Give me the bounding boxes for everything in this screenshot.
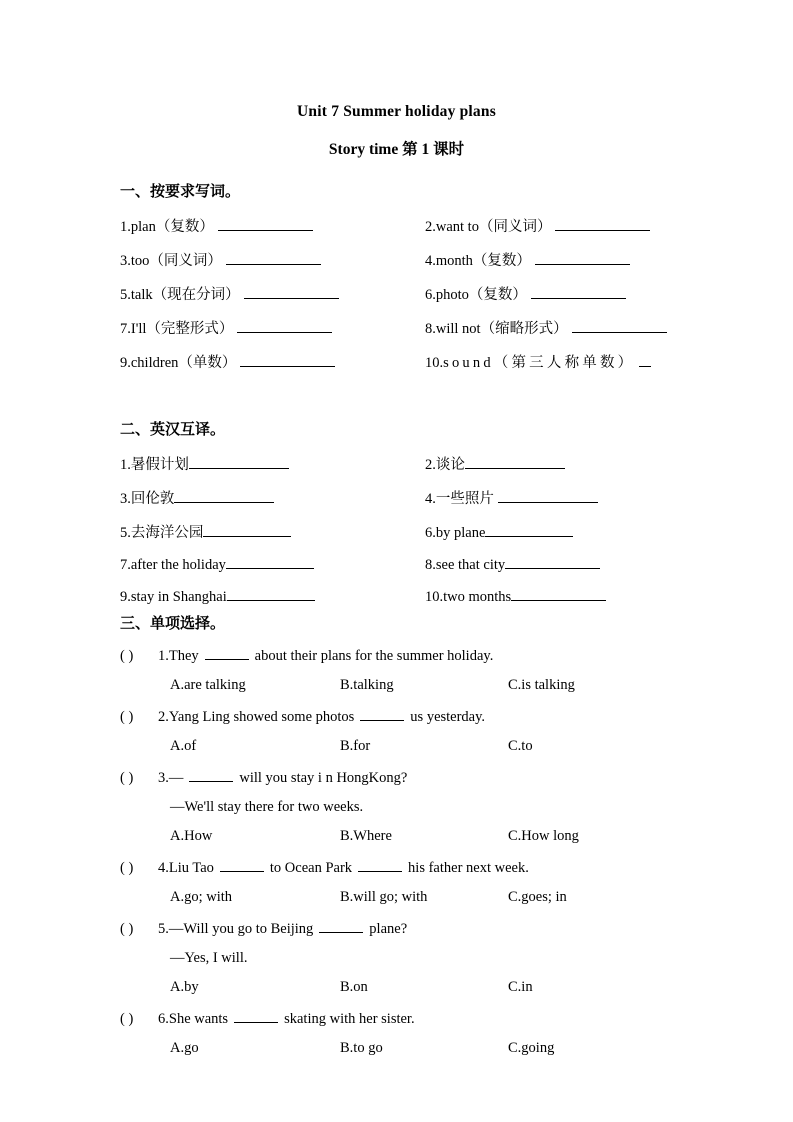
answer-blank[interactable] [485, 523, 573, 537]
item-text: plan（复数） [130, 219, 214, 235]
item-text: two months [443, 589, 512, 605]
fill-item [425, 317, 730, 338]
item-text: 回伦敦 [130, 491, 175, 507]
item-text: month（复数） [435, 253, 531, 269]
mc-options [120, 979, 769, 996]
fill-row [120, 453, 769, 474]
answer-blank[interactable] [234, 1009, 278, 1023]
item-text: 谈论 [435, 457, 465, 473]
answer-blank[interactable] [639, 353, 651, 367]
item-number: 6. [425, 525, 436, 541]
item-number: 1. [120, 219, 131, 235]
stem-after: plane? [369, 921, 408, 937]
answer-blank[interactable] [244, 285, 339, 299]
answer-blank[interactable] [226, 555, 314, 569]
dialogue-reply: —We'll stay there for two weeks. [170, 799, 364, 815]
fill-item [425, 249, 730, 270]
item-number: 8. [425, 321, 436, 337]
item-text: 一些照片 [435, 491, 494, 507]
answer-blank[interactable] [555, 217, 650, 231]
item-number: 7. [120, 321, 131, 337]
question-number: 3. [158, 770, 169, 786]
option-c[interactable]: C.in [508, 979, 533, 995]
item-text: too（同义词） [130, 253, 222, 269]
question-number: 2. [158, 709, 169, 725]
answer-blank[interactable] [360, 707, 404, 721]
page-title: Unit 7 Summer holiday plans [297, 103, 496, 120]
item-text: children（单数） [130, 355, 237, 371]
item-text: see that city [435, 557, 506, 573]
question-number: 5. [158, 921, 169, 937]
fill-item [120, 215, 425, 236]
option-c[interactable]: C.going [508, 1040, 555, 1056]
item-text: 暑假计划 [130, 457, 189, 473]
fill-row [120, 351, 769, 372]
item-text: stay in Shanghai [130, 589, 227, 605]
answer-bracket[interactable]: ( ) [120, 860, 134, 876]
option-a[interactable]: A.go; with [170, 889, 233, 905]
fill-row [120, 215, 769, 236]
answer-blank[interactable] [189, 455, 289, 469]
fill-item [425, 523, 730, 542]
fill-row [120, 555, 769, 574]
answer-bracket[interactable]: ( ) [120, 709, 134, 725]
fill-item [425, 215, 730, 236]
answer-blank[interactable] [237, 319, 332, 333]
stem-after: will you stay i n HongKong? [239, 770, 408, 786]
answer-blank[interactable] [319, 919, 363, 933]
answer-blank[interactable] [218, 217, 313, 231]
item-text: after the holiday [130, 557, 226, 573]
fill-item [120, 317, 425, 338]
page-subtitle: Story time 第 1 课时 [328, 141, 465, 158]
stem-after: to Ocean Park [269, 860, 353, 876]
mc-options [120, 828, 769, 845]
item-text: by plane [435, 525, 486, 541]
stem-before: — [168, 770, 184, 786]
option-a[interactable]: A.of [170, 738, 197, 754]
stem-before: —Will you go to Beijing [168, 921, 314, 937]
item-text: 去海洋公园 [130, 525, 204, 541]
section-2-heading: 二、英汉互译。 [120, 422, 226, 438]
answer-blank[interactable] [189, 768, 233, 782]
option-b[interactable]: B.to go [340, 1040, 383, 1056]
fill-item [120, 521, 425, 542]
answer-blank[interactable] [531, 285, 626, 299]
answer-bracket[interactable]: ( ) [120, 648, 134, 664]
fill-item [120, 249, 425, 270]
answer-blank[interactable] [505, 555, 600, 569]
answer-blank[interactable] [203, 523, 291, 537]
mc-options [120, 677, 769, 694]
section-3-heading: 三、单项选择。 [120, 616, 226, 632]
fill-item [425, 453, 730, 474]
fill-row [120, 487, 769, 508]
fill-item [120, 587, 425, 606]
mc-options [120, 1040, 769, 1057]
stem-before: They [168, 648, 199, 664]
fill-row [120, 587, 769, 606]
option-c[interactable]: C.How long [508, 828, 579, 844]
mc-question [120, 768, 769, 787]
mc-question [120, 1009, 769, 1028]
item-text: talk（现在分词） [130, 287, 240, 303]
option-a[interactable]: A.How [170, 828, 213, 844]
item-number: 10. [425, 589, 444, 605]
item-number: 7. [120, 557, 131, 573]
fill-item [425, 587, 730, 606]
item-text: I'll（完整形式） [130, 321, 234, 337]
answer-blank[interactable] [535, 251, 630, 265]
item-number: 8. [425, 557, 436, 573]
item-number: 9. [120, 589, 131, 605]
answer-blank[interactable] [358, 858, 402, 872]
option-a[interactable]: A.by [170, 979, 199, 995]
answer-blank[interactable] [220, 858, 264, 872]
section-2-items [0, 453, 793, 606]
item-text: sound（第三人称单数） [443, 355, 636, 371]
option-c[interactable]: C.is talking [508, 677, 575, 693]
answer-blank[interactable] [240, 353, 335, 367]
item-number: 2. [425, 457, 436, 473]
answer-blank[interactable] [511, 587, 606, 601]
fill-item [120, 487, 425, 508]
item-number: 4. [425, 253, 436, 269]
mc-options [120, 738, 769, 755]
item-text: want to（同义词） [435, 219, 552, 235]
option-b[interactable]: B.on [340, 979, 368, 995]
answer-bracket[interactable]: ( ) [120, 921, 134, 937]
section-1-heading: 一、按要求写词。 [120, 184, 241, 200]
answer-blank[interactable] [572, 319, 667, 333]
question-number: 4. [158, 860, 169, 876]
option-b[interactable]: B.for [340, 738, 371, 754]
option-b[interactable]: B.talking [340, 677, 394, 693]
item-number: 5. [120, 525, 131, 541]
item-number: 3. [120, 491, 131, 507]
mc-question [120, 707, 769, 726]
answer-blank[interactable] [498, 489, 598, 503]
mc-question [120, 646, 769, 665]
answer-bracket[interactable]: ( ) [120, 770, 134, 786]
fill-row [120, 249, 769, 270]
section-3-questions [0, 646, 793, 1057]
stem-before: Yang Ling showed some photos [168, 709, 355, 725]
option-b[interactable]: B.will go; with [340, 889, 428, 905]
fill-row [120, 521, 769, 542]
stem-before: Liu Tao [168, 860, 214, 876]
option-a[interactable]: A.go [170, 1040, 199, 1056]
item-number: 5. [120, 287, 131, 303]
stem-after: us yesterday. [410, 709, 486, 725]
dialogue-reply: —Yes, I will. [170, 950, 248, 966]
item-text: photo（复数） [435, 287, 527, 303]
question-number: 6. [158, 1011, 169, 1027]
item-number: 1. [120, 457, 131, 473]
option-c[interactable]: C.to [508, 738, 533, 754]
mc-options [120, 889, 769, 906]
fill-item [120, 555, 425, 574]
stem-after: about their plans for the summer holiday. [254, 648, 494, 664]
fill-row [120, 283, 769, 304]
item-text: will not（缩略形式） [435, 321, 568, 337]
answer-blank[interactable] [205, 646, 249, 660]
item-number: 9. [120, 355, 131, 371]
answer-blank[interactable] [226, 251, 321, 265]
mc-question [120, 858, 769, 877]
item-number: 10. [425, 355, 444, 371]
fill-item [120, 283, 425, 304]
question-number: 1. [158, 648, 169, 664]
answer-bracket[interactable]: ( ) [120, 1011, 134, 1027]
option-b[interactable]: B.Where [340, 828, 392, 844]
fill-item [425, 351, 730, 372]
item-number: 2. [425, 219, 436, 235]
stem-after-2: his father next week. [408, 860, 529, 876]
stem-before: She wants [168, 1011, 229, 1027]
mc-question [120, 919, 769, 938]
fill-item [425, 555, 730, 574]
fill-item [425, 283, 730, 304]
section-1-items [0, 215, 793, 372]
item-number: 4. [425, 491, 436, 507]
option-a[interactable]: A.are talking [170, 677, 246, 693]
stem-after: skating with her sister. [284, 1011, 415, 1027]
fill-item [425, 487, 730, 508]
answer-blank[interactable] [174, 489, 274, 503]
fill-item [120, 351, 425, 372]
answer-blank[interactable] [227, 587, 315, 601]
answer-blank[interactable] [465, 455, 565, 469]
option-c[interactable]: C.goes; in [508, 889, 567, 905]
item-number: 3. [120, 253, 131, 269]
fill-row [120, 317, 769, 338]
item-number: 6. [425, 287, 436, 303]
fill-item [120, 453, 425, 474]
